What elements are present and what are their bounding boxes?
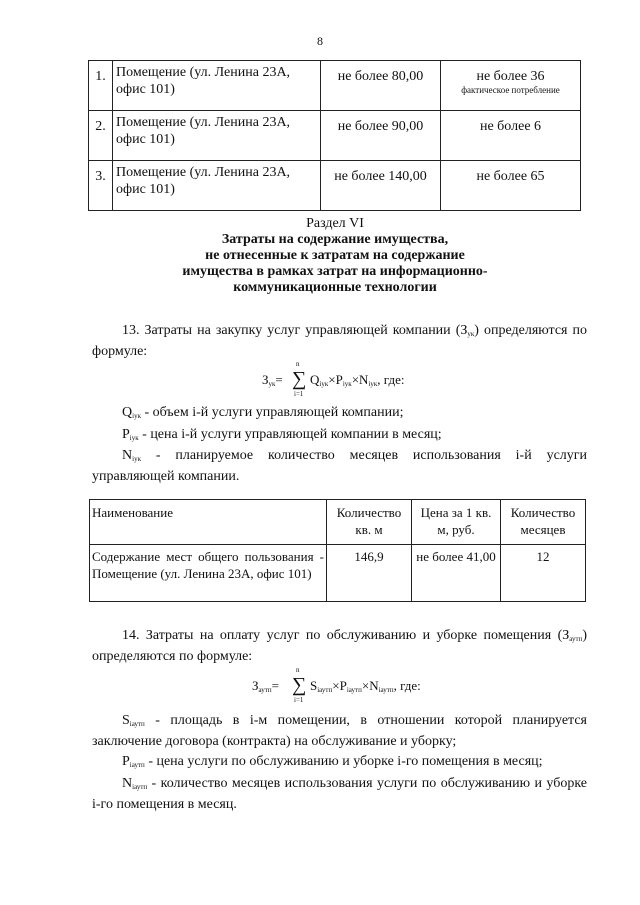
item14-intro-sub: аутп <box>569 635 583 643</box>
formula-lhs: $З_{ук}=$ <box>262 372 283 388</box>
sum-upper: n <box>296 360 300 368</box>
formula-rhs: $Q_{iук}\times P_{iук}\times N_{iук}$, где: <box>310 372 405 388</box>
section-title-line: Затраты на содержание имущества, <box>221 232 449 247</box>
premises-name: Помещение (ул. Ленина 23А, офис 101) <box>113 61 321 111</box>
definition: $N_{iук}$ - планируемое количество месяцев использования i-й услуги управляющей компании. <box>92 448 587 484</box>
section-heading-block <box>0 216 640 296</box>
definition: $Q_{iук}$ - объем i-й услуги управляющей компании; <box>122 405 404 420</box>
definition: $P_{iук}$ - цена i-й услуги управляющей компании в месяц; <box>122 427 442 442</box>
definition: $S_{iаутп}$ - площадь в i-м помещении, в отношении которой планируется заключение договора (контракта) на обслуживание и уборку; <box>92 713 587 749</box>
service-name: Содержание мест общего пользования - Помещение (ул. Ленина 23А, офис 101) <box>90 545 327 602</box>
limit-value-2: не более 6 <box>441 111 581 161</box>
formula-13 <box>262 360 442 402</box>
section-title-line: не отнесенные к затратам на содержание <box>205 248 465 263</box>
table-row <box>89 61 581 111</box>
item13-intro <box>92 322 587 361</box>
sum-lower: i=1 <box>294 696 304 704</box>
section-title-line: коммуникационные технологии <box>233 280 437 295</box>
row-number: 1. <box>89 61 113 111</box>
service-qty: 146,9 <box>327 545 412 602</box>
section-title-line: имущества в рамках затрат на информационно- <box>182 264 488 279</box>
header-name: Наименование <box>90 500 327 545</box>
premises-name: Помещение (ул. Ленина 23А, офис 101) <box>113 111 321 161</box>
formula-lhs: $З_{аутп}=$ <box>252 678 279 694</box>
definition: $N_{iаутп}$ - количество месяцев использования услуги по обслуживанию и уборке i-го помещения в месяц. <box>92 776 587 812</box>
premises-name: Помещение (ул. Ленина 23А, офис 101) <box>113 161 321 211</box>
item13-intro-sub: ук <box>467 330 475 338</box>
limit-value-2 <box>441 61 581 111</box>
limit-value-2: не более 65 <box>441 161 581 211</box>
formula-14 <box>252 666 452 708</box>
sigma-symbol: ∑ <box>292 674 307 696</box>
sum-lower: i=1 <box>294 390 304 398</box>
header-price: Цена за 1 кв. м, руб. <box>412 500 501 545</box>
item14-intro <box>92 627 587 666</box>
limit-value-2-text: не более 36 <box>476 69 545 84</box>
limit-value: не более 80,00 <box>321 61 441 111</box>
table-row <box>89 161 581 211</box>
header-qty: Количество кв. м <box>327 500 412 545</box>
service-price: не более 41,00 <box>412 545 501 602</box>
header-months: Количество месяцев <box>501 500 586 545</box>
section-heading: Раздел VI <box>306 216 364 231</box>
management-services-table <box>89 499 586 602</box>
definition: $P_{iаутп}$ - цена услуги по обслуживанию и уборке i-го помещения в месяц; <box>122 754 543 769</box>
limit-value-2-note: фактическое потребление <box>461 85 560 95</box>
table-header-row <box>90 500 586 545</box>
limit-value: не более 140,00 <box>321 161 441 211</box>
sigma-symbol: ∑ <box>292 368 307 390</box>
formula-rhs: $S_{iаутп}\times P_{iаутп}\times N_{iаутп}$, где: <box>310 678 421 694</box>
item14-intro-text: 14. Затраты на оплату услуг по обслуживанию и уборке помещения (З <box>122 628 570 643</box>
item13-intro-end: ) определяются по формуле: <box>92 323 587 359</box>
row-number: 3. <box>89 161 113 211</box>
table-row <box>89 111 581 161</box>
page-number: 8 <box>317 34 323 48</box>
limits-table <box>88 60 581 211</box>
table-row <box>90 545 586 602</box>
limit-value: не более 90,00 <box>321 111 441 161</box>
service-months: 12 <box>501 545 586 602</box>
item14-intro-end: ) определяются по формуле: <box>92 628 587 664</box>
item13-intro-text: 13. Затраты на закупку услуг управляющей компании (З <box>122 323 468 338</box>
row-number: 2. <box>89 111 113 161</box>
sum-upper: n <box>296 666 300 674</box>
